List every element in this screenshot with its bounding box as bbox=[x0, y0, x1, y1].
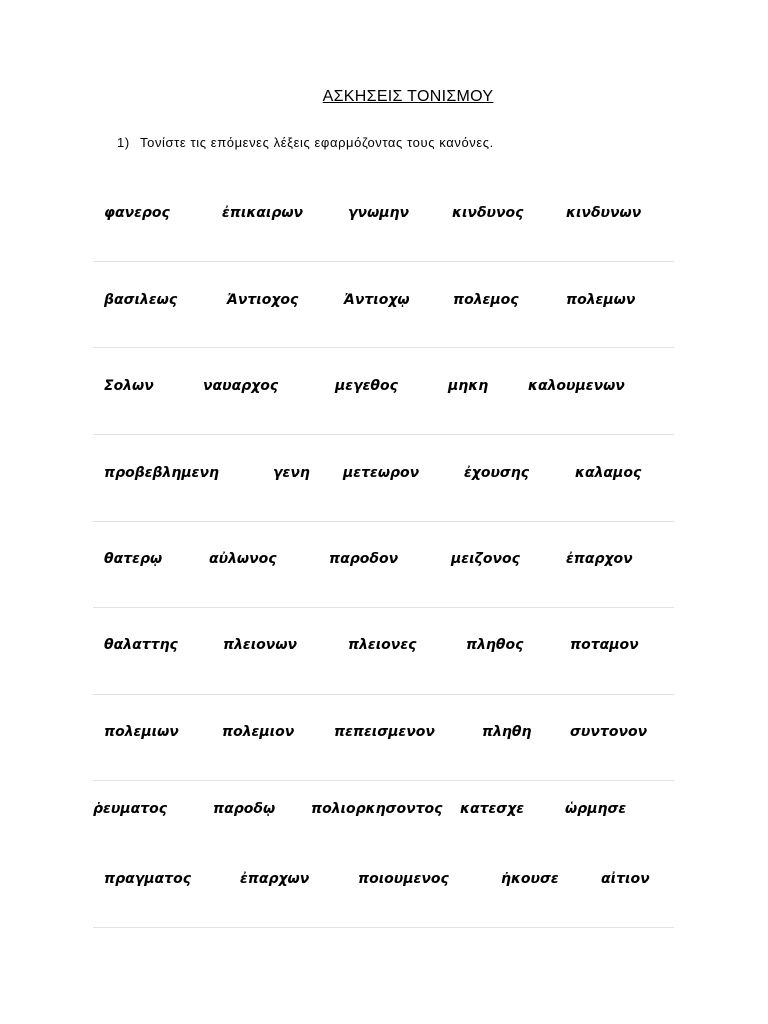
instruction bbox=[117, 135, 494, 150]
row-divider bbox=[93, 261, 674, 262]
word-row-6 bbox=[0, 637, 768, 661]
word: παροδῳ bbox=[213, 801, 276, 817]
word: ναυαρχος bbox=[203, 378, 279, 394]
word: πολεμιων bbox=[104, 724, 179, 740]
word-row-9 bbox=[0, 871, 768, 895]
word: αὐλωνος bbox=[209, 551, 277, 567]
word: συντονον bbox=[570, 724, 648, 740]
word: Ἀντιοχῳ bbox=[344, 292, 410, 308]
word: ἐπικαιρων bbox=[222, 205, 304, 221]
word: ῥευματος bbox=[93, 801, 168, 817]
word: φανερος bbox=[104, 205, 170, 221]
word: ποιουμενος bbox=[358, 871, 449, 887]
word: πολεμων bbox=[566, 292, 636, 308]
row-divider bbox=[93, 607, 674, 608]
word: ἐπαρχων bbox=[240, 871, 310, 887]
row-divider bbox=[93, 927, 674, 928]
word: μεγεθος bbox=[335, 378, 398, 394]
word: πολεμος bbox=[453, 292, 519, 308]
word: πληθος bbox=[466, 637, 524, 653]
word: προβεβλημενη bbox=[104, 465, 219, 481]
instruction-number: 1) bbox=[117, 135, 130, 150]
page-title: ΑΣΚΗΣΕΙΣ ΤΟΝΙΣΜΟΥ bbox=[322, 88, 494, 105]
word: ἐχουσης bbox=[464, 465, 530, 481]
word: ἠκουσε bbox=[501, 871, 559, 887]
word-row-8 bbox=[0, 801, 768, 825]
word: γνωμην bbox=[348, 205, 410, 221]
word: θαλαττης bbox=[104, 637, 178, 653]
word: πραγματος bbox=[104, 871, 192, 887]
row-divider bbox=[93, 694, 674, 695]
word: θατερῳ bbox=[104, 551, 163, 567]
word-row-7 bbox=[0, 724, 768, 748]
word: πολεμιον bbox=[222, 724, 295, 740]
word: αἰτιον bbox=[601, 871, 650, 887]
word: μηκη bbox=[448, 378, 489, 394]
word: κατεσχε bbox=[460, 801, 525, 817]
word: παροδον bbox=[329, 551, 399, 567]
word: πεπεισμενον bbox=[334, 724, 435, 740]
word: ποταμον bbox=[570, 637, 639, 653]
word: πλειονων bbox=[223, 637, 298, 653]
row-divider bbox=[93, 780, 674, 781]
word: μειζονος bbox=[451, 551, 520, 567]
word: κινδυνος bbox=[452, 205, 524, 221]
word: πλειονες bbox=[348, 637, 417, 653]
word: Σολων bbox=[104, 378, 154, 394]
word: βασιλεως bbox=[104, 292, 178, 308]
instruction-text: Τονίστε τις επόμενες λέξεις εφαρμόζοντας τους κανόνες. bbox=[140, 135, 494, 150]
word: πολιορκησοντος bbox=[311, 801, 443, 817]
word: καλουμενων bbox=[528, 378, 625, 394]
word-row-1 bbox=[0, 205, 768, 229]
word: γενη bbox=[273, 465, 310, 481]
word: μετεωρον bbox=[343, 465, 420, 481]
word-row-4 bbox=[0, 465, 768, 489]
word-row-2 bbox=[0, 292, 768, 316]
word: πληθη bbox=[482, 724, 532, 740]
row-divider bbox=[93, 434, 674, 435]
word: ἐπαρχον bbox=[566, 551, 633, 567]
word: καλαμος bbox=[575, 465, 642, 481]
word-row-5 bbox=[0, 551, 768, 575]
row-divider bbox=[93, 347, 674, 348]
row-divider bbox=[93, 521, 674, 522]
word: Ἀντιοχος bbox=[227, 292, 299, 308]
word-row-3 bbox=[0, 378, 768, 402]
word: ὡρμησε bbox=[565, 801, 627, 817]
word: κινδυνων bbox=[566, 205, 642, 221]
